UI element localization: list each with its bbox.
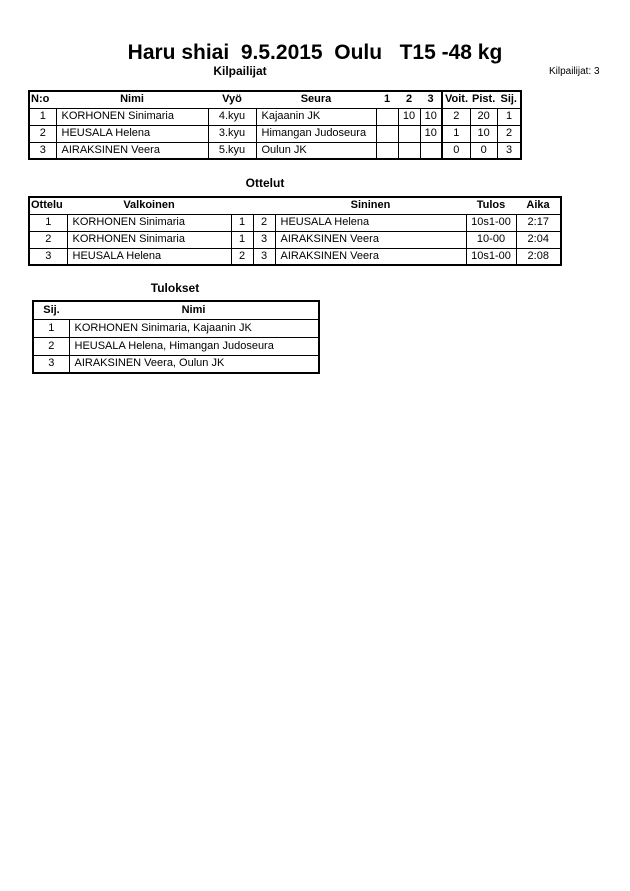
match-no: 3 xyxy=(29,248,67,265)
result-row xyxy=(33,319,319,337)
blue-player: AIRAKSINEN Veera xyxy=(275,231,466,248)
competitor-row xyxy=(29,108,521,125)
result-name: HEUSALA Helena, Himangan Judoseura xyxy=(69,337,319,355)
match-no: 2 xyxy=(29,231,67,248)
col-header-club: Seura xyxy=(256,91,376,108)
score-vs-3: 10 xyxy=(420,125,442,142)
col-header-time: Aika xyxy=(516,197,561,214)
col-header-name: Nimi xyxy=(69,301,319,319)
match-result: 10s1-00 xyxy=(466,214,516,231)
match-time: 2:17 xyxy=(516,214,561,231)
blue-player: AIRAKSINEN Veera xyxy=(275,248,466,265)
competitor-points: 10 xyxy=(470,125,497,142)
white-player: HEUSALA Helena xyxy=(67,248,231,265)
result-row xyxy=(33,355,319,373)
competitor-row xyxy=(29,142,521,159)
result-place: 1 xyxy=(33,319,69,337)
col-header-points: Pist. xyxy=(470,91,497,108)
col-header-wins: Voit. xyxy=(442,91,470,108)
competitor-place: 2 xyxy=(497,125,521,142)
competitor-club: Oulun JK xyxy=(256,142,376,159)
col-header-opp2: 2 xyxy=(398,91,420,108)
blue-player: HEUSALA Helena xyxy=(275,214,466,231)
col-header-result: Tulos xyxy=(466,197,516,214)
blue-player-no: 2 xyxy=(253,214,275,231)
match-row xyxy=(29,214,561,231)
col-header-belt: Vyö xyxy=(208,91,256,108)
col-header-no: N:o xyxy=(29,91,56,108)
competitor-name: HEUSALA Helena xyxy=(56,125,208,142)
blue-player-no: 3 xyxy=(253,231,275,248)
white-player-no: 1 xyxy=(231,214,253,231)
col-header-match: Ottelu xyxy=(29,197,67,214)
competitor-belt: 4.kyu xyxy=(208,108,256,125)
competitor-place: 1 xyxy=(497,108,521,125)
score-vs-1 xyxy=(376,108,398,125)
result-name: AIRAKSINEN Veera, Oulun JK xyxy=(69,355,319,373)
competitor-wins: 2 xyxy=(442,108,470,125)
section-title-ottelut: Ottelut xyxy=(245,176,285,190)
score-vs-2 xyxy=(398,142,420,159)
match-result: 10s1-00 xyxy=(466,248,516,265)
col-header-name: Nimi xyxy=(56,91,208,108)
competitor-name: AIRAKSINEN Veera xyxy=(56,142,208,159)
white-player: KORHONEN Sinimaria xyxy=(67,214,231,231)
competitor-points: 20 xyxy=(470,108,497,125)
competitor-points: 0 xyxy=(470,142,497,159)
matches-header-row xyxy=(29,197,561,214)
white-player-no: 2 xyxy=(231,248,253,265)
section-title-tulokset: Tulokset xyxy=(150,281,200,295)
match-no: 1 xyxy=(29,214,67,231)
competitor-belt: 3.kyu xyxy=(208,125,256,142)
col-header-blue: Sininen xyxy=(275,197,466,214)
white-player: KORHONEN Sinimaria xyxy=(67,231,231,248)
results-table xyxy=(32,300,320,374)
competitors-table xyxy=(28,90,522,160)
col-header-white: Valkoinen xyxy=(67,197,231,214)
match-time: 2:08 xyxy=(516,248,561,265)
col-header-white-no xyxy=(231,197,253,214)
match-time: 2:04 xyxy=(516,231,561,248)
competitor-row xyxy=(29,125,521,142)
match-result: 10-00 xyxy=(466,231,516,248)
col-header-place: Sij. xyxy=(497,91,521,108)
competitor-wins: 1 xyxy=(442,125,470,142)
score-vs-1 xyxy=(376,142,398,159)
score-vs-3: 10 xyxy=(420,108,442,125)
competitor-belt: 5.kyu xyxy=(208,142,256,159)
score-vs-1 xyxy=(376,125,398,142)
results-header-row xyxy=(33,301,319,319)
document-title: Haru shiai 9.5.2015 Oulu T15 -48 kg xyxy=(127,41,503,64)
matches-table xyxy=(28,196,562,266)
competitor-place: 3 xyxy=(497,142,521,159)
result-row xyxy=(33,337,319,355)
competitor-no: 2 xyxy=(29,125,56,142)
competitor-club: Kajaanin JK xyxy=(256,108,376,125)
match-row xyxy=(29,231,561,248)
white-player-no: 1 xyxy=(231,231,253,248)
competitors-header-row xyxy=(29,91,521,108)
col-header-opp1: 1 xyxy=(376,91,398,108)
score-vs-2: 10 xyxy=(398,108,420,125)
competitor-name: KORHONEN Sinimaria xyxy=(56,108,208,125)
competitor-wins: 0 xyxy=(442,142,470,159)
competitor-no: 3 xyxy=(29,142,56,159)
col-header-blue-no xyxy=(253,197,275,214)
competitor-no: 1 xyxy=(29,108,56,125)
score-vs-2 xyxy=(398,125,420,142)
competitor-count-label: Kilpailijat: 3 xyxy=(549,66,600,77)
competitor-club: Himangan Judoseura xyxy=(256,125,376,142)
result-place: 2 xyxy=(33,337,69,355)
section-title-kilpailijat: Kilpailijat xyxy=(213,64,267,78)
blue-player-no: 3 xyxy=(253,248,275,265)
col-header-place: Sij. xyxy=(33,301,69,319)
match-row xyxy=(29,248,561,265)
col-header-opp3: 3 xyxy=(420,91,442,108)
result-place: 3 xyxy=(33,355,69,373)
result-name: KORHONEN Sinimaria, Kajaanin JK xyxy=(69,319,319,337)
score-vs-3 xyxy=(420,142,442,159)
